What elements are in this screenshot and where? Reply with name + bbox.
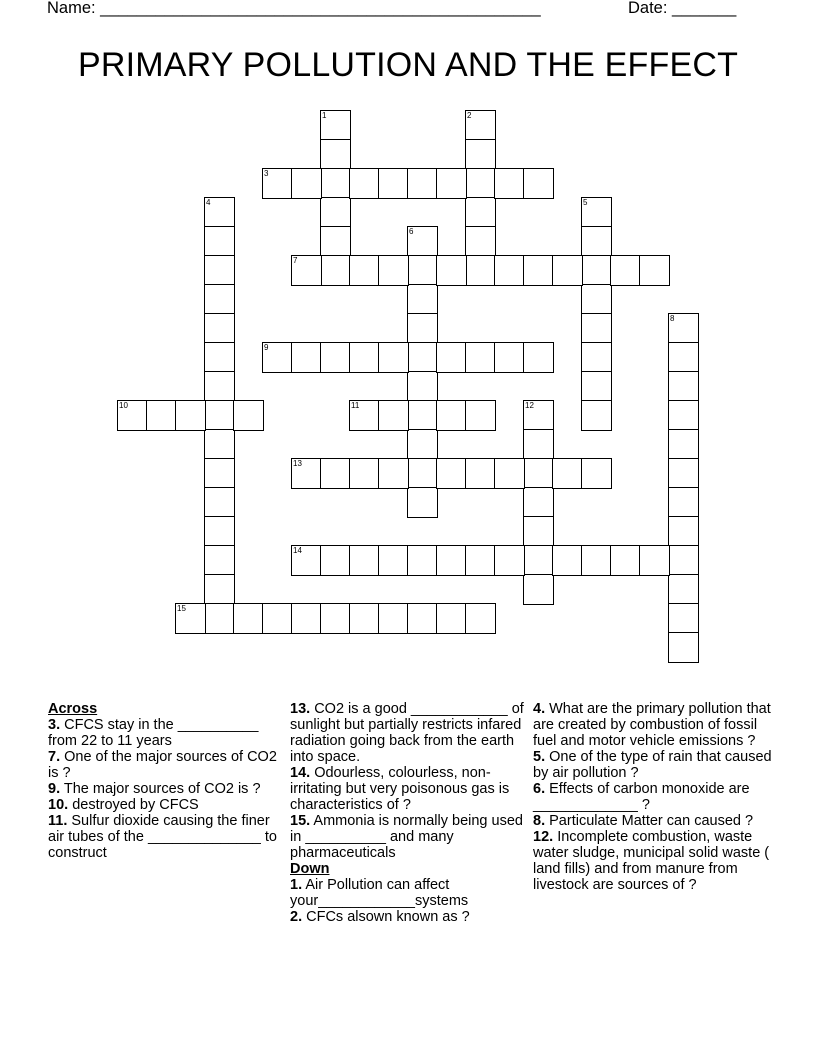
clue-number: 11. [48, 813, 68, 829]
grid-cell[interactable] [465, 545, 496, 576]
grid-cell[interactable] [407, 400, 438, 431]
grid-cell[interactable] [581, 284, 612, 315]
grid-cell[interactable] [668, 545, 699, 576]
grid-cell[interactable] [668, 458, 699, 489]
clue-number: 9. [48, 781, 61, 797]
grid-cell[interactable] [523, 458, 554, 489]
cell-number: 1 [322, 111, 327, 120]
clue-text: destroyed by CFCS [72, 797, 199, 813]
grid-cell[interactable] [204, 429, 235, 460]
clue-text: CO2 is a good ____________ of sunlight but partially restricts infared radiation going back from the earth into space. [290, 701, 524, 765]
grid-cell[interactable] [320, 168, 351, 199]
grid-cell[interactable] [320, 139, 351, 170]
cell-number: 9 [264, 343, 269, 352]
grid-cell[interactable] [320, 603, 351, 634]
grid-cell[interactable] [204, 516, 235, 547]
clue-number: 7. [48, 749, 61, 765]
grid-cell[interactable] [465, 197, 496, 228]
grid-cell[interactable] [407, 458, 438, 489]
grid-cell[interactable] [204, 284, 235, 315]
cell-number: 11 [351, 401, 360, 410]
clue-number: 6. [533, 781, 546, 797]
grid-cell[interactable] [146, 400, 177, 431]
grid-cell[interactable] [668, 371, 699, 402]
cell-number: 3 [264, 169, 269, 178]
clue-number: 5. [533, 749, 546, 765]
clue-text: Air Pollution can affect your____________systems [290, 877, 469, 909]
grid-cell[interactable] [523, 545, 554, 576]
grid-cell[interactable] [117, 400, 148, 431]
grid-cell[interactable] [465, 168, 496, 199]
grid-cell[interactable] [668, 574, 699, 605]
clue-text: Effects of carbon monoxide are _____________ ? [533, 781, 750, 813]
grid-cell[interactable] [320, 197, 351, 228]
grid-cell[interactable] [233, 603, 264, 634]
grid-cell[interactable] [552, 255, 583, 286]
grid-cell[interactable] [581, 313, 612, 344]
cell-number: 5 [583, 198, 588, 207]
grid-cell[interactable] [668, 603, 699, 634]
grid-cell[interactable] [668, 313, 699, 344]
clue-text: Particulate Matter can caused ? [549, 813, 754, 829]
cell-number: 6 [409, 227, 414, 236]
grid-cell[interactable] [668, 342, 699, 373]
clue-down-1 [290, 877, 530, 909]
grid-cell[interactable] [291, 255, 322, 286]
grid-cell[interactable] [349, 545, 380, 576]
clue-across-13 [290, 701, 530, 765]
clue-text: Odourless, colourless, non-irritating but very poisonous gas is characteristics of ? [290, 765, 510, 813]
grid-cell[interactable] [494, 255, 525, 286]
clue-number: 4. [533, 701, 546, 717]
clue-column-1 [48, 701, 288, 861]
clue-down-5 [533, 749, 773, 781]
grid-cell[interactable] [494, 342, 525, 373]
grid-cell[interactable] [552, 458, 583, 489]
grid-cell[interactable] [523, 342, 554, 373]
grid-cell[interactable] [204, 313, 235, 344]
clue-number: 13. [290, 701, 311, 717]
grid-cell[interactable] [349, 400, 380, 431]
grid-cell[interactable] [639, 255, 670, 286]
grid-cell[interactable] [668, 516, 699, 547]
grid-cell[interactable] [378, 603, 409, 634]
cell-number: 7 [293, 256, 298, 265]
grid-cell[interactable] [668, 429, 699, 460]
grid-cell[interactable] [494, 168, 525, 199]
grid-cell[interactable] [465, 400, 496, 431]
grid-cell[interactable] [349, 458, 380, 489]
grid-cell[interactable] [436, 342, 467, 373]
grid-cell[interactable] [581, 545, 612, 576]
clue-column-2 [290, 701, 530, 925]
grid-cell[interactable] [465, 603, 496, 634]
grid-cell[interactable] [581, 342, 612, 373]
clue-across-7 [48, 749, 288, 781]
grid-cell[interactable] [320, 110, 351, 141]
grid-cell[interactable] [552, 545, 583, 576]
grid-cell[interactable] [523, 400, 554, 431]
grid-cell[interactable] [407, 545, 438, 576]
grid-cell[interactable] [349, 255, 380, 286]
clue-text: The major sources of CO2 is ? [63, 781, 261, 797]
clue-across-14 [290, 765, 530, 813]
clue-text: CFCS stay in the __________ from 22 to 11 years [48, 717, 259, 749]
grid-cell[interactable] [291, 545, 322, 576]
clue-number: 1. [290, 877, 303, 893]
grid-cell[interactable] [262, 603, 293, 634]
grid-cell[interactable] [204, 400, 235, 431]
grid-cell[interactable] [175, 400, 206, 431]
grid-cell[interactable] [204, 226, 235, 257]
grid-cell[interactable] [291, 458, 322, 489]
grid-cell[interactable] [581, 400, 612, 431]
clue-number: 3. [48, 717, 61, 733]
grid-cell[interactable] [378, 342, 409, 373]
grid-cell[interactable] [523, 255, 554, 286]
grid-cell[interactable] [291, 342, 322, 373]
clue-down-12 [533, 829, 773, 893]
grid-cell[interactable] [523, 516, 554, 547]
grid-cell[interactable] [581, 226, 612, 257]
grid-cell[interactable] [262, 342, 293, 373]
grid-cell[interactable] [668, 632, 699, 663]
grid-cell[interactable] [407, 603, 438, 634]
grid-cell[interactable] [407, 342, 438, 373]
grid-cell[interactable] [378, 168, 409, 199]
clue-down-4 [533, 701, 773, 749]
grid-cell[interactable] [291, 168, 322, 199]
grid-cell[interactable] [436, 168, 467, 199]
grid-cell[interactable] [204, 342, 235, 373]
grid-cell[interactable] [204, 603, 235, 634]
grid-cell[interactable] [668, 487, 699, 518]
across-heading: Across [48, 701, 98, 717]
page-title: PRIMARY POLLUTION AND THE EFFECT [77, 46, 739, 84]
cell-number: 4 [206, 198, 211, 207]
cell-number: 8 [670, 314, 675, 323]
grid-cell[interactable] [407, 226, 438, 257]
cell-number: 2 [467, 111, 472, 120]
grid-cell[interactable] [436, 603, 467, 634]
cell-number: 15 [177, 604, 186, 613]
cell-number: 10 [119, 401, 128, 410]
clue-number: 10. [48, 797, 69, 813]
grid-cell[interactable] [407, 168, 438, 199]
date-field[interactable]: Date: _______ [628, 0, 737, 17]
grid-cell[interactable] [581, 255, 612, 286]
grid-cell[interactable] [204, 197, 235, 228]
clue-number: 8. [533, 813, 546, 829]
grid-cell[interactable] [407, 313, 438, 344]
clue-down-2 [290, 909, 530, 925]
clue-number: 12. [533, 829, 554, 845]
grid-cell[interactable] [320, 458, 351, 489]
down-heading: Down [290, 861, 330, 877]
grid-cell[interactable] [204, 371, 235, 402]
grid-cell[interactable] [407, 371, 438, 402]
grid-cell[interactable] [494, 545, 525, 576]
grid-cell[interactable] [378, 458, 409, 489]
clue-text: One of the type of rain that caused by air pollution ? [533, 749, 772, 781]
clue-text: CFCs alsown known as ? [306, 909, 470, 925]
grid-cell[interactable] [494, 458, 525, 489]
grid-cell[interactable] [581, 197, 612, 228]
grid-cell[interactable] [436, 400, 467, 431]
clue-across-9 [48, 781, 288, 797]
grid-cell[interactable] [233, 400, 264, 431]
grid-cell[interactable] [378, 255, 409, 286]
grid-cell[interactable] [175, 603, 206, 634]
grid-cell[interactable] [349, 603, 380, 634]
grid-cell[interactable] [436, 255, 467, 286]
grid-cell[interactable] [204, 458, 235, 489]
clue-column-3 [533, 701, 773, 893]
grid-cell[interactable] [523, 168, 554, 199]
clue-text: Ammonia is normally being used in __________ and many pharmaceuticals [290, 813, 523, 861]
grid-cell[interactable] [320, 342, 351, 373]
grid-cell[interactable] [320, 226, 351, 257]
grid-cell[interactable] [465, 110, 496, 141]
grid-cell[interactable] [349, 168, 380, 199]
grid-cell[interactable] [378, 545, 409, 576]
grid-cell[interactable] [407, 255, 438, 286]
grid-cell[interactable] [523, 574, 554, 605]
clue-down-6 [533, 781, 773, 813]
grid-cell[interactable] [436, 545, 467, 576]
grid-cell[interactable] [204, 255, 235, 286]
clue-text: Incomplete combustion, waste water sludge, municipal solid waste ( land fills) and from manure from livestock are sources of ? [533, 829, 770, 893]
grid-cell[interactable] [668, 400, 699, 431]
cell-number: 13 [293, 459, 302, 468]
cell-number: 12 [525, 401, 534, 410]
clue-number: 14. [290, 765, 311, 781]
clue-across-10 [48, 797, 288, 813]
cell-number: 14 [293, 546, 302, 555]
grid-cell[interactable] [407, 284, 438, 315]
clue-across-15 [290, 813, 530, 861]
grid-cell[interactable] [465, 226, 496, 257]
clue-text: Sulfur dioxide causing the finer air tubes of the ______________ to construct [48, 813, 277, 861]
grid-cell[interactable] [407, 429, 438, 460]
name-field[interactable]: Name: ________________________________________________ [47, 0, 541, 17]
grid-cell[interactable] [581, 371, 612, 402]
grid-cell[interactable] [378, 400, 409, 431]
grid-cell[interactable] [581, 458, 612, 489]
grid-cell[interactable] [610, 255, 641, 286]
grid-cell[interactable] [291, 603, 322, 634]
grid-cell[interactable] [320, 545, 351, 576]
grid-cell[interactable] [610, 545, 641, 576]
grid-cell[interactable] [465, 139, 496, 170]
grid-cell[interactable] [465, 458, 496, 489]
clue-text: One of the major sources of CO2 is ? [48, 749, 277, 781]
clue-across-3 [48, 717, 288, 749]
grid-cell[interactable] [349, 342, 380, 373]
clue-number: 2. [290, 909, 303, 925]
grid-cell[interactable] [523, 429, 554, 460]
clue-down-8 [533, 813, 773, 829]
grid-cell[interactable] [262, 168, 293, 199]
grid-cell[interactable] [465, 342, 496, 373]
clue-across-11 [48, 813, 288, 861]
clue-text: What are the primary pollution that are created by combustion of fossil fuel and motor vehicle emissions ? [533, 701, 771, 749]
grid-cell[interactable] [204, 545, 235, 576]
grid-cell[interactable] [320, 255, 351, 286]
clue-number: 15. [290, 813, 311, 829]
grid-cell[interactable] [204, 487, 235, 518]
grid-cell[interactable] [436, 458, 467, 489]
grid-cell[interactable] [639, 545, 670, 576]
grid-cell[interactable] [465, 255, 496, 286]
grid-cell[interactable] [204, 574, 235, 605]
grid-cell[interactable] [523, 487, 554, 518]
grid-cell[interactable] [407, 487, 438, 518]
